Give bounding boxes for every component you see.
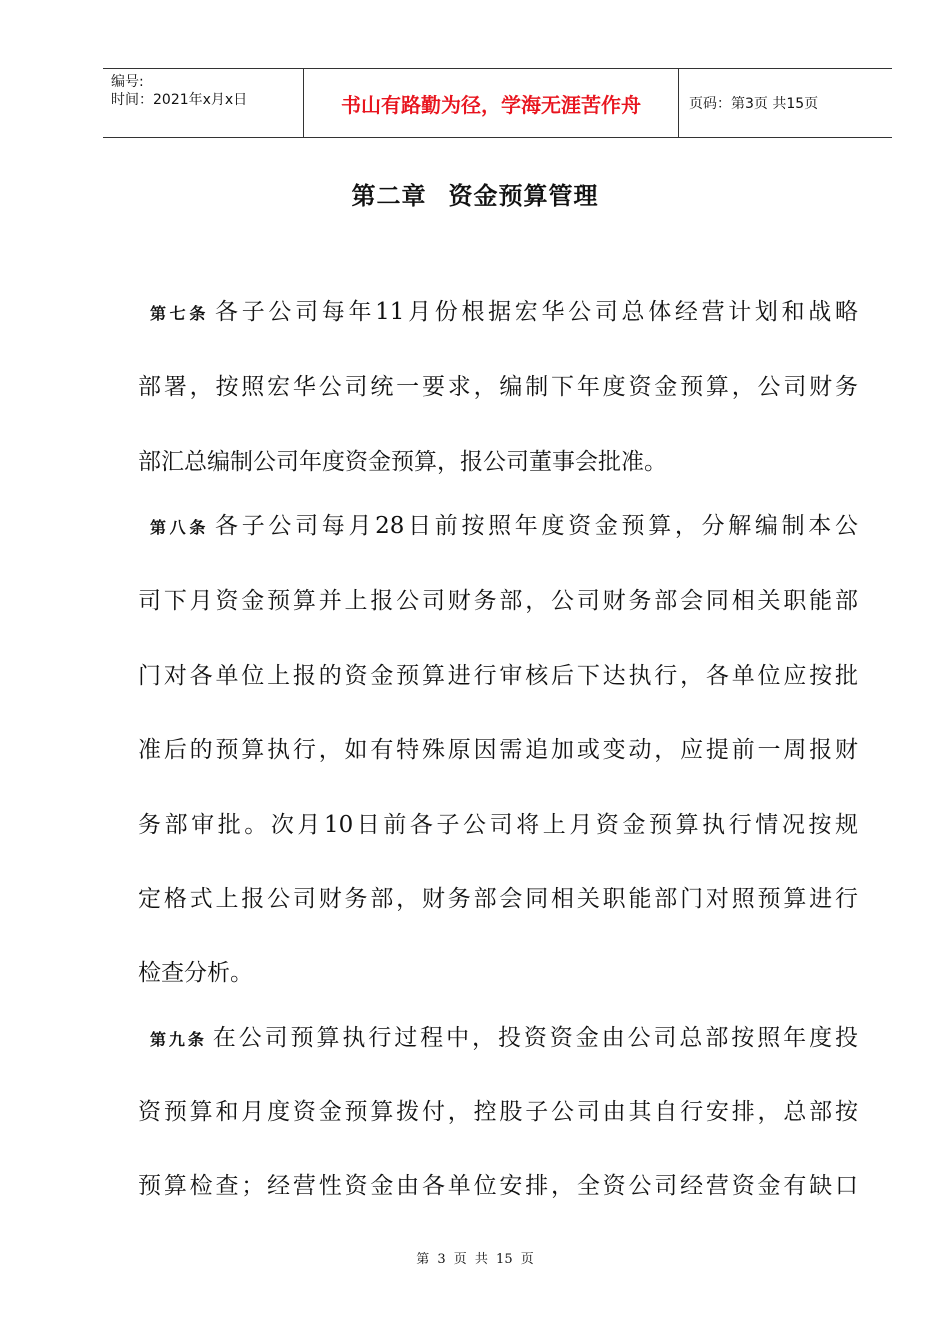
article-8-line-2: 司下月资金预算并上报公司财务部，公司财务部会同相关职能部 xyxy=(138,588,858,614)
article-7-line-3: 部汇总编制公司年度资金预算，报公司董事会批准。 xyxy=(138,449,667,475)
article-8-label: 第八条 xyxy=(150,518,210,537)
article-9-line-1 xyxy=(150,1022,858,1054)
article-9-label: 第九条 xyxy=(150,1030,207,1049)
article-8-text-1: 各子公司每月28日前按照年度资金预算，分解编制本公 xyxy=(215,513,858,539)
article-9-line-2: 资预算和月度资金预算拨付，控股子公司由其自行安排，总部按 xyxy=(138,1099,858,1125)
article-8-line-1 xyxy=(150,510,858,542)
article-9-line-3: 预算检查；经营性资金由各单位安排，全资公司经营资金有缺口 xyxy=(138,1173,858,1199)
page-header xyxy=(103,68,892,138)
article-7-label: 第七条 xyxy=(150,304,210,323)
header-motto: 书山有路勤为径，学海无涯苦作舟 xyxy=(304,69,679,137)
article-9-text-1: 在公司预算执行过程中，投资资金由公司总部按照年度投 xyxy=(212,1025,858,1051)
document-time-label: 时间：2021年x月x日 xyxy=(111,92,248,108)
header-page-info: 页码：第3页 共15页 xyxy=(689,96,819,112)
header-meta xyxy=(103,69,304,137)
article-7-line-2: 部署，按照宏华公司统一要求，编制下年度资金预算，公司财务 xyxy=(138,374,858,400)
article-7-line-1 xyxy=(150,296,858,328)
article-8-line-4: 准后的预算执行，如有特殊原因需追加或变动，应提前一周报财 xyxy=(138,737,858,763)
chapter-name: 资金预算管理 xyxy=(448,181,599,210)
chapter-number: 第二章 xyxy=(351,181,427,210)
document-number-label: 编号: xyxy=(111,74,144,90)
article-8-line-3: 门对各单位上报的资金预算进行审核后下达执行，各单位应按批 xyxy=(138,663,858,689)
article-8-line-5: 务部审批。次月10日前各子公司将上月资金预算执行情况按规 xyxy=(138,812,858,838)
article-7-text-1: 各子公司每年11月份根据宏华公司总体经营计划和战略 xyxy=(215,299,858,325)
chapter-title xyxy=(0,176,950,211)
article-8-line-7: 检查分析。 xyxy=(138,960,253,986)
page-footer: 第 3 页 共 15 页 xyxy=(416,1252,534,1267)
article-8-line-6: 定格式上报公司财务部，财务部会同相关职能部门对照预算进行 xyxy=(138,886,858,912)
